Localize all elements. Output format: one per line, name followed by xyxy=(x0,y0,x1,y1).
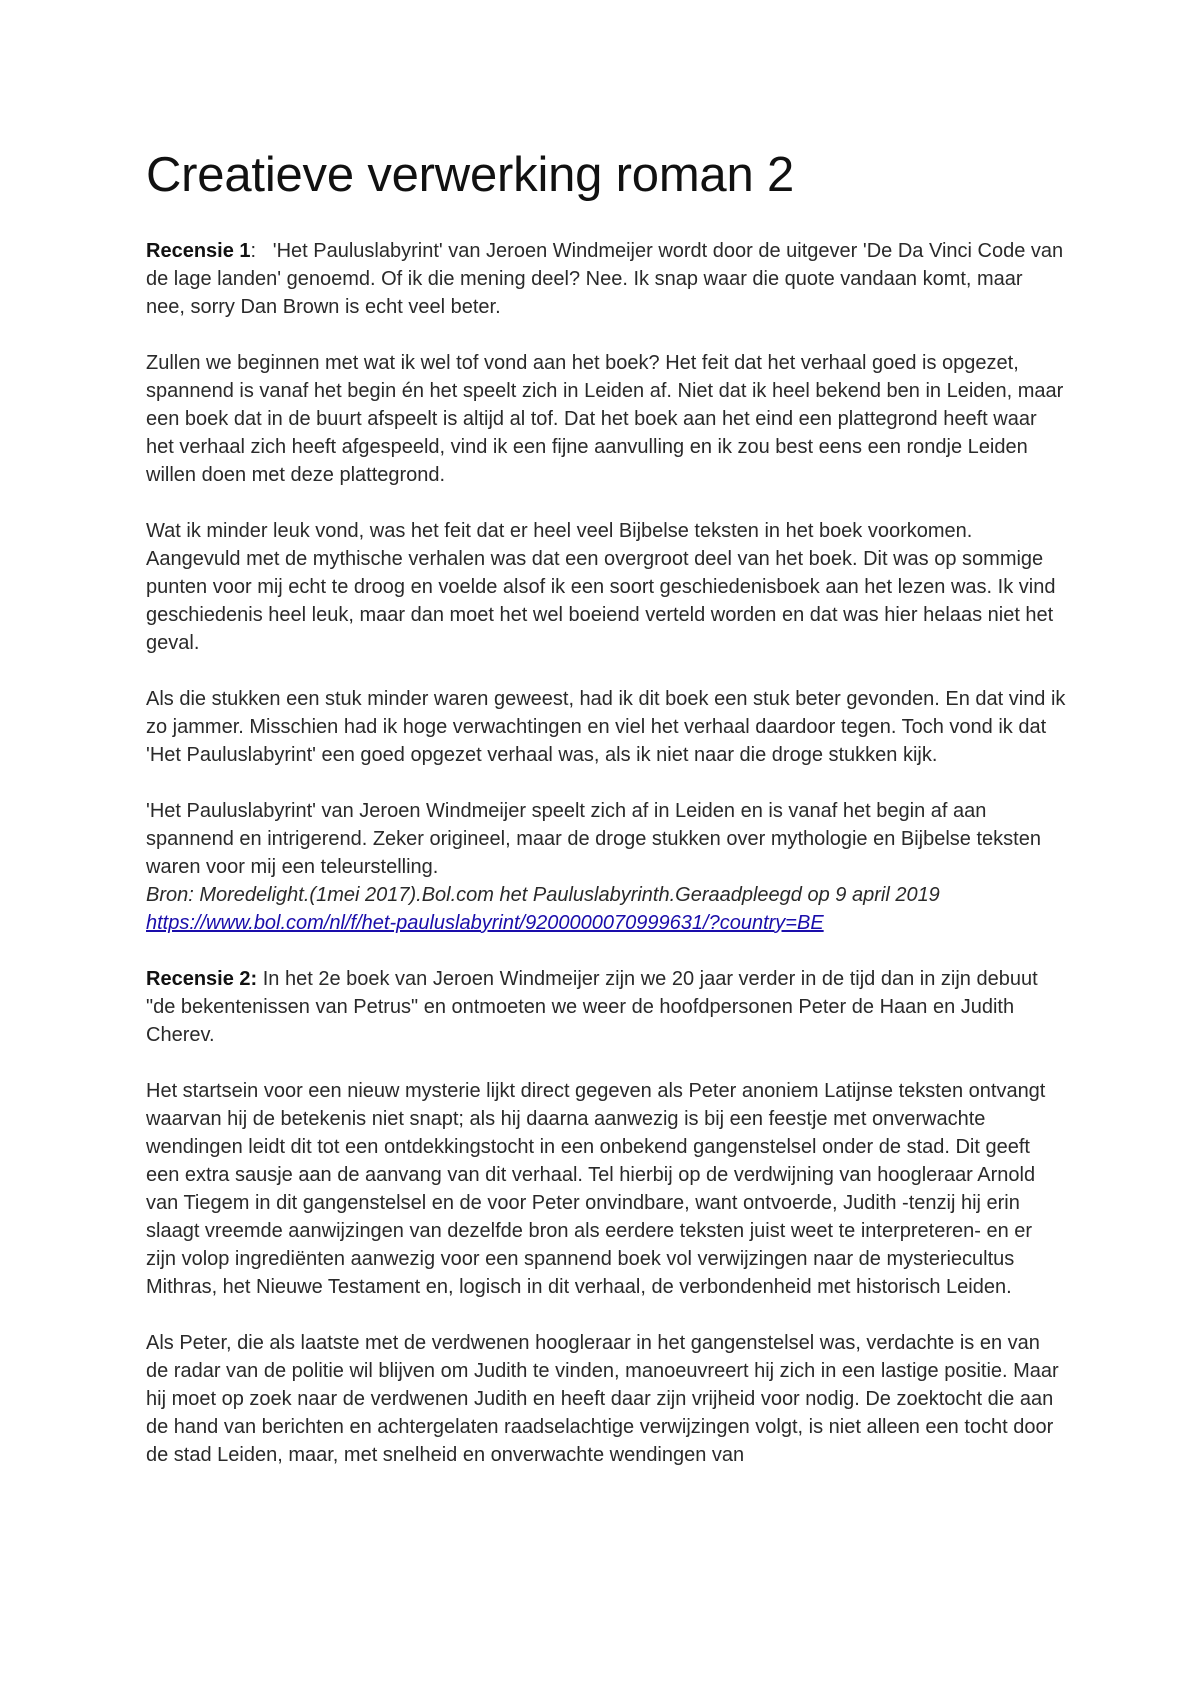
review-1-conclusion: 'Het Pauluslabyrint' van Jeroen Windmeijer speelt zich af in Leiden en is vanaf het begin af aan spannend en intrigerend. Zeker origineel, maar de droge stukken over mythologie en Bijbelse teksten waren voor mij een teleurstelling. xyxy=(146,800,1041,878)
review-2-paragraph: Als Peter, die als laatste met de verdwenen hoogleraar in het gangenstelsel was, verdachte is en van de radar van de politie wil blijven om Judith te vinden, manoeuvreert hij zich in een lastige positie. Maar hij moet op zoek naar de verdwenen Judith en heeft daar zijn vrijheid voor nodig. De zoektocht die aan de hand van berichten en achtergelaten raadselachtige verwijzingen volgt, is niet alleen een tocht door de stad Leiden, maar, met snelheid en onverwachte wendingen van xyxy=(146,1332,1059,1466)
review-1-source: Bron: Moredelight.(1mei 2017).Bol.com het Pauluslabyrinth.Geraadpleegd op 9 april 2019 xyxy=(146,884,940,906)
review-2-intro-text: In het 2e boek van Jeroen Windmeijer zijn we 20 jaar verder in de tijd dan in zijn debuut "de bekentenissen van Petrus" en ontmoeten we weer de hoofdpersonen Peter de Haan en Judith Cherev. xyxy=(146,968,1044,1046)
review-2-label: Recensie 2: xyxy=(146,968,258,990)
review-1 xyxy=(146,237,1069,937)
review-1-paragraph: Als die stukken een stuk minder waren geweest, had ik dit boek een stuk beter gevonden. En dat vind ik zo jammer. Misschien had ik hoge verwachtingen en viel het verhaal daardoor tegen. Toch vond ik dat 'Het Pauluslabyrint' een goed opgezet verhaal was, als ik niet naar die droge stukken kijk. xyxy=(146,688,1066,766)
review-1-paragraph: Zullen we beginnen met wat ik wel tof vond aan het boek? Het feit dat het verhaal goed is opgezet, spannend is vanaf het begin én het speelt zich in Leiden af. Niet dat ik heel bekend ben in Leiden, maar een boek dat in de buurt afspeelt is altijd al tof. Dat het boek aan het eind een plattegrond heeft waar het verhaal zich heeft afgespeeld, vind ik een fijne aanvulling en ik zou best eens een rondje Leiden willen doen met deze plattegrond. xyxy=(146,352,1064,486)
review-1-paragraph: Wat ik minder leuk vond, was het feit dat er heel veel Bijbelse teksten in het boek voorkomen. Aangevuld met de mythische verhalen was dat een overgroot deel van het boek. Dit was op sommige punten voor mij echt te droog en voelde alsof ik een soort geschiedenisboek aan het lezen was. Ik vind geschiedenis heel leuk, maar dan moet het wel boeiend verteld worden en dat was hier helaas niet het geval. xyxy=(146,520,1056,654)
review-1-intro-text: 'Het Pauluslabyrint' van Jeroen Windmeijer wordt door de uitgever 'De Da Vinci Code van de lage landen' genoemd. Of ik die mening deel? Nee. Ik snap waar die quote vandaan komt, maar nee, sorry Dan Brown is echt veel beter. xyxy=(146,240,1069,318)
review-1-label-suffix: : xyxy=(250,240,257,262)
review-1-intro xyxy=(146,237,1069,321)
review-2-paragraph: Het startsein voor een nieuw mysterie lijkt direct gegeven als Peter anoniem Latijnse teksten ontvangt waarvan hij de betekenis niet snapt; als hij daarna aanwezig is bij een feestje met onverwachte wendingen leidt dit tot een ontdekkingstocht in een onbekend gangenstelsel onder de stad. Dit geeft een extra sausje aan de aanvang van dit verhaal. Tel hierbij op de verdwijning van hoogleraar Arnold van Tiegem in dit gangenstelsel en de voor Peter onvindbare, want ontvoerde, Judith -tenzij hij erin slaagt vreemde aanwijzingen van dezelfde bron als eerdere teksten juist weet te interpreteren- en er zijn volop ingrediënten aanwezig voor een spannend boek vol verwijzingen naar de mysteriecultus Mithras, het Nieuwe Testament en, logisch in dit verhaal, de verbondenheid met historisch Leiden. xyxy=(146,1080,1046,1298)
document-page xyxy=(146,145,1069,1469)
page-title: Creatieve verwerking roman 2 xyxy=(146,148,795,202)
review-2-intro xyxy=(146,965,1066,1049)
review-1-source-link[interactable]: https://www.bol.com/nl/f/het-pauluslabyrint/9200000070999631/?country=BE xyxy=(146,912,824,934)
review-2 xyxy=(146,965,1066,1469)
review-1-label: Recensie 1 xyxy=(146,240,251,262)
